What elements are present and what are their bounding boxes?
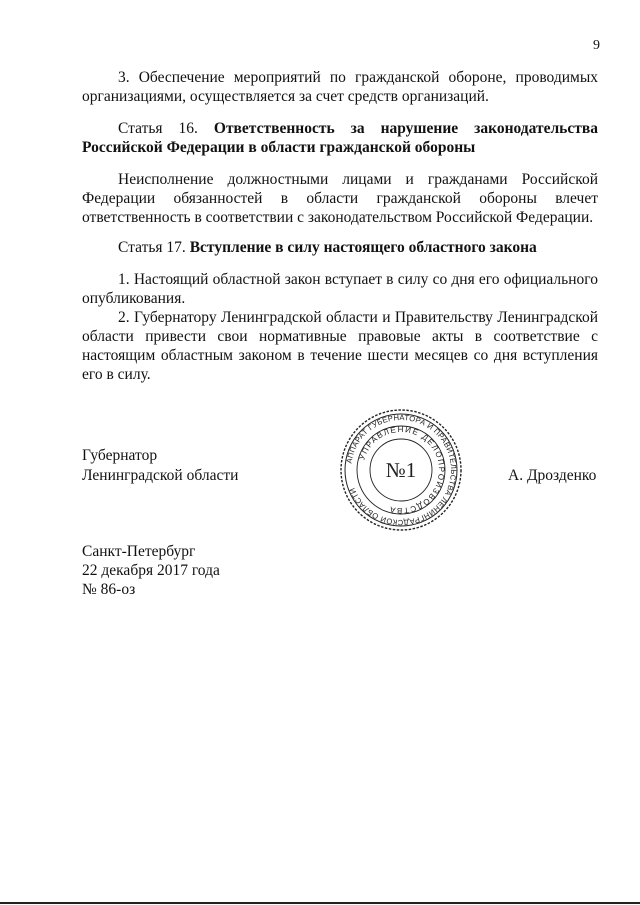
article-16-title: Ответственность за нарушение законодательства Российской Федерации в области гражданской обороны <box>82 120 598 156</box>
document-footer <box>82 542 220 599</box>
article-17-item-2: 2. Губернатору Ленинградской области и Правительству Ленинградской области привести свои нормативные правовые акты в соответствие с настоящим областным законом в течение шести месяцев со дня вступления его в силу. <box>82 309 598 383</box>
official-stamp <box>338 407 464 533</box>
footer-city: Санкт-Петербург <box>82 543 196 560</box>
stamp-outer-text: АППАРАТ ГУБЕРНАТОРА И ПРАВИТЕЛЬСТВА ЛЕНИНГРАДСКОЙ ОБЛАСТИ <box>344 412 459 528</box>
bottom-divider <box>0 902 640 904</box>
signatory-title <box>82 446 238 486</box>
article-17-label: Статья 17. <box>118 239 186 256</box>
paragraph-text: Неисполнение должностными лицами и гражданами Российской Федерации обязанностей в области гражданской обороны влечет ответственность в соответствии с законодательством Российской Федерации. <box>82 171 598 226</box>
article-17-item-1: 1. Настоящий областной закон вступает в силу со дня его официального опубликования. <box>82 271 598 307</box>
article-17-body <box>82 270 598 384</box>
paragraph-3 <box>82 68 598 106</box>
article-16-label: Статья 16. <box>118 120 198 137</box>
signatory-name: А. Дрозденко <box>508 467 597 484</box>
signatory-title-line-2: Ленинградской области <box>82 467 239 484</box>
page-number: 9 <box>593 38 600 53</box>
signatory-title-line-1: Губернатор <box>82 447 158 464</box>
article-17-title: Вступление в силу настоящего областного закона <box>189 239 537 256</box>
article-16-text <box>82 170 598 227</box>
stamp-number: №1 <box>385 458 417 482</box>
paragraph-text: 3. Обеспечение мероприятий по гражданской обороне, проводимых организациями, осуществляется за счет средств организаций. <box>82 69 598 105</box>
stamp-inner-text: УПРАВЛЕНИЕ ДЕЛОПРОИЗВОДСТВА <box>357 424 447 516</box>
footer-law-number: № 86-оз <box>82 581 136 598</box>
article-16-heading <box>82 119 598 157</box>
article-17-heading <box>82 238 598 257</box>
footer-date: 22 декабря 2017 года <box>82 562 220 579</box>
